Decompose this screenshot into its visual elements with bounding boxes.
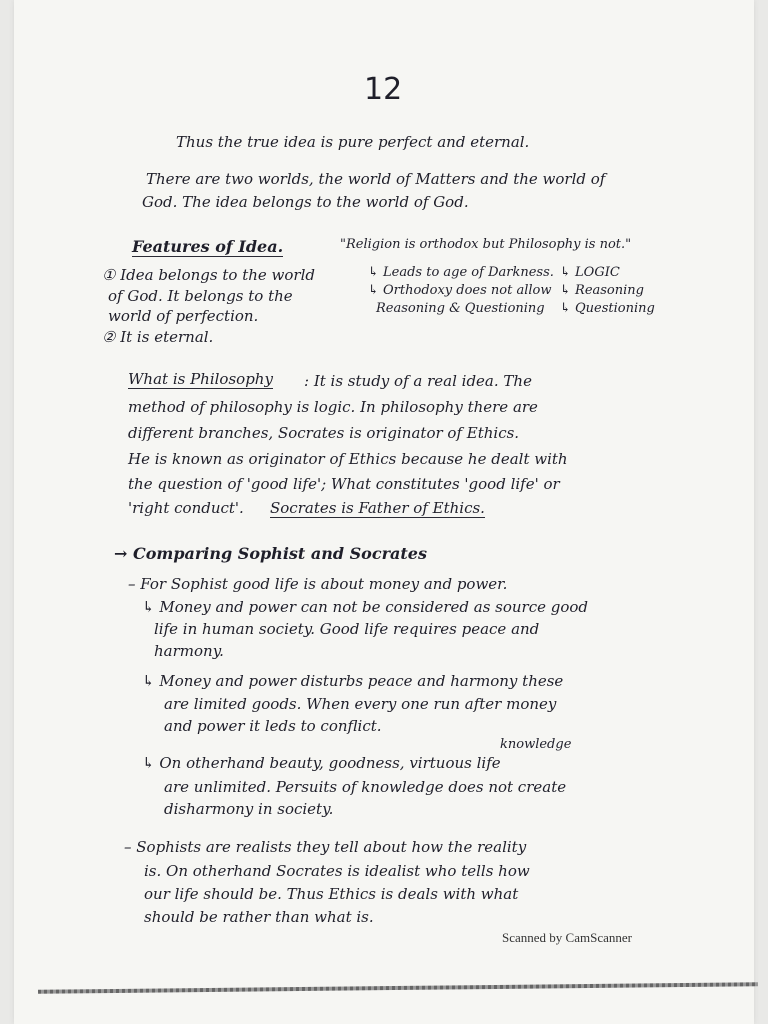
comparing-line-14: should be rather than what is.	[144, 908, 374, 926]
comparing-line-2: ↳ Money and power can not be considered as source good	[142, 598, 589, 616]
philosophy-line-2: method of philosophy is logic. In philosophy there are	[128, 398, 538, 416]
page-number: 12	[364, 72, 403, 107]
comparing-line-6: are limited goods. When every one run after money	[164, 695, 557, 713]
religion-right-2: ↳ Reasoning	[560, 283, 644, 298]
intro-line-1: Thus the true idea is pure perfect and eternal.	[176, 133, 530, 151]
religion-left-3: Reasoning & Questioning	[376, 301, 545, 316]
comparing-line-5: ↳ Money and power disturbs peace and harmony these	[142, 672, 564, 690]
comparing-line-8: ↳ On otherhand beauty, goodness, virtuous life	[142, 754, 501, 772]
comparing-line-11: – Sophists are realists they tell about how the reality	[124, 838, 527, 856]
features-item-2: ② It is eternal.	[102, 328, 214, 346]
religion-right-1: ↳ LOGIC	[560, 265, 620, 280]
philosophy-father-of-ethics: Socrates is Father of Ethics.	[270, 499, 485, 517]
philosophy-line-6: 'right conduct'.	[128, 499, 244, 517]
philosophy-line-3: different branches, Socrates is originator of Ethics.	[128, 424, 520, 442]
comparing-line-3: life in human society. Good life requires peace and	[154, 620, 540, 638]
comparing-line-4: harmony.	[154, 642, 224, 660]
comparing-knowledge-note: knowledge	[500, 737, 572, 752]
notebook-page	[14, 0, 754, 1024]
features-item-1c: world of perfection.	[108, 307, 259, 325]
philosophy-line-1: : It is study of a real idea. The	[304, 372, 532, 390]
page-bottom-edge	[38, 982, 758, 994]
comparing-heading: → Comparing Sophist and Socrates	[114, 544, 427, 563]
religion-right-3: ↳ Questioning	[560, 301, 655, 316]
intro-line-3: God. The idea belongs to the world of God.	[142, 193, 469, 211]
religion-left-1: ↳ Leads to age of Darkness.	[368, 265, 554, 280]
religion-left-2: ↳ Orthodoxy does not allow	[368, 283, 552, 298]
philosophy-line-5: the question of 'good life'; What constitutes 'good life' or	[128, 475, 560, 493]
features-item-1a: ① Idea belongs to the world	[102, 266, 315, 284]
features-item-1b: of God. It belongs to the	[108, 287, 293, 305]
comparing-line-10: disharmony in society.	[164, 800, 334, 818]
comparing-line-1: – For Sophist good life is about money and power.	[128, 575, 508, 593]
comparing-line-7: and power it leds to conflict.	[164, 717, 382, 735]
intro-line-2: There are two worlds, the world of Matters and the world of	[146, 170, 606, 188]
comparing-line-13: our life should be. Thus Ethics is deals with what	[144, 885, 519, 903]
scanner-watermark: Scanned by CamScanner	[502, 930, 632, 945]
comparing-line-12: is. On otherhand Socrates is idealist who tells how	[144, 862, 530, 880]
comparing-line-9: are unlimited. Persuits of knowledge does not create	[164, 778, 567, 796]
religion-statement: "Religion is orthodox but Philosophy is not."	[340, 237, 632, 252]
philosophy-line-4: He is known as originator of Ethics because he dealt with	[128, 450, 568, 468]
philosophy-heading: What is Philosophy	[128, 370, 273, 388]
features-heading: Features of Idea.	[132, 237, 284, 256]
